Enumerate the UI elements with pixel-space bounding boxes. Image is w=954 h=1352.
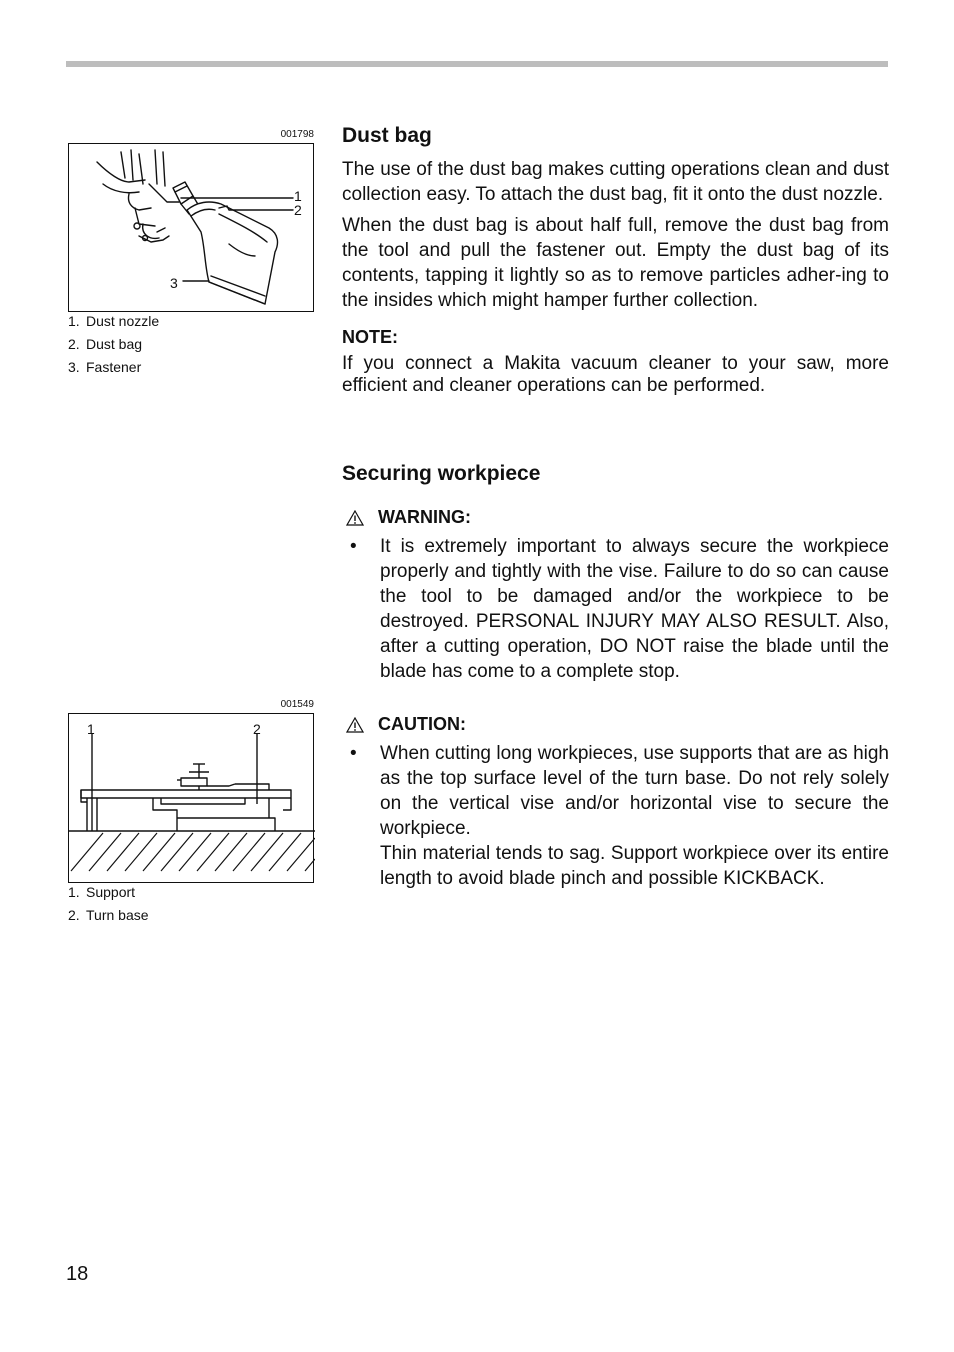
legend-item: 2. Dust bag bbox=[68, 336, 143, 352]
figure2-support-illustration bbox=[68, 713, 314, 883]
figure1-code: 001798 bbox=[280, 129, 314, 140]
dust-bag-drawing bbox=[69, 144, 315, 313]
warning-bullet-item bbox=[342, 534, 889, 684]
warning-text: It is extremely important to always secure the workpiece properly and tightly with the vise. Failure to do so can cause the tool to be damaged and/or the workpiece to be destroyed. PERSONAL INJURY MAY ALSO RESULT. Also, after a cutting operation, DO NOT raise the blade until the blade has come to a complete stop. bbox=[380, 536, 889, 682]
dust-bag-paragraph-1: The use of the dust bag makes cutting operations clean and dust collection easy. To attach the dust bag, fit it onto the dust nozzle. bbox=[342, 159, 889, 205]
note-label: NOTE: bbox=[342, 327, 398, 347]
caution-triangle-icon bbox=[346, 717, 364, 733]
figure1-callout-1: 1 bbox=[294, 188, 302, 204]
caution-text-1: When cutting long workpieces, use supports that are as high as the top surface level of the turn base. Do not rely solely on the vertical vise and/or horizontal vise to secure the workpiece. bbox=[380, 743, 889, 839]
note-text: If you connect a Makita vacuum cleaner to your saw, more efficient and cleaner operations can be performed. bbox=[342, 353, 889, 396]
bullet-mark: • bbox=[350, 536, 357, 557]
figure2-callout-2: 2 bbox=[253, 721, 261, 737]
figure2-legend bbox=[68, 881, 149, 927]
legend-item: 1. Dust nozzle bbox=[68, 313, 160, 329]
figure1-dust-bag-illustration bbox=[68, 143, 314, 312]
figure2-callout-1: 1 bbox=[87, 721, 95, 737]
bullet-mark: • bbox=[350, 743, 357, 764]
support-drawing bbox=[69, 714, 315, 884]
legend-item: 1. Support bbox=[68, 884, 136, 900]
dust-bag-paragraph-2: When the dust bag is about half full, remove the dust bag from the tool and pull the fastener out. Empty the dust bag of its contents, tapping it lightly so as to remove particles adher-ing to the insides which might hamper further collection. bbox=[342, 215, 889, 311]
figure1-callout-2: 2 bbox=[294, 202, 302, 218]
caution-label: CAUTION: bbox=[378, 714, 466, 734]
legend-item: 3. Fastener bbox=[68, 359, 142, 375]
warning-label: WARNING: bbox=[378, 507, 471, 527]
securing-workpiece-heading: Securing workpiece bbox=[342, 462, 541, 485]
caution-heading bbox=[342, 712, 889, 737]
top-rule bbox=[66, 61, 888, 67]
securing-workpiece-section bbox=[342, 461, 889, 684]
dust-bag-heading: Dust bag bbox=[342, 124, 432, 147]
figure2-code: 001549 bbox=[280, 699, 314, 710]
figure1-legend bbox=[68, 310, 159, 379]
warning-heading bbox=[342, 505, 889, 530]
caution-bullet-item bbox=[342, 741, 889, 891]
page-number: 18 bbox=[66, 1263, 89, 1285]
caution-text-2: Thin material tends to sag. Support workpiece over its entire length to avoid blade pinch and possible KICKBACK. bbox=[380, 843, 889, 889]
dust-bag-section bbox=[342, 123, 889, 397]
warning-triangle-icon bbox=[346, 510, 364, 526]
figure1-callout-3: 3 bbox=[170, 275, 178, 291]
caution-section bbox=[342, 712, 889, 891]
legend-item: 2. Turn base bbox=[68, 907, 149, 923]
